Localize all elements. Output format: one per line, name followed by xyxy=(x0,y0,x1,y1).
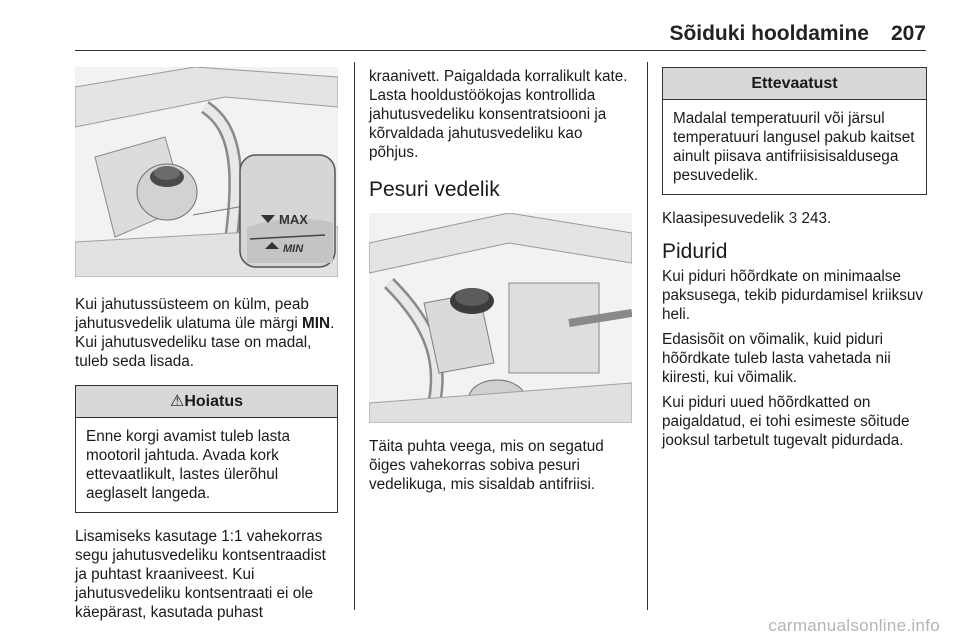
warning-box-title: ⚠Hoiatus xyxy=(76,386,337,418)
coolant-level-paragraph: Kui jahutussüsteem on külm, peab jahutusvedelik ulatuma üle märgi MIN. Kui jahutusvedeliku tase on madal, tuleb seda lisada. xyxy=(75,296,335,370)
max-mark-label: MAX xyxy=(279,212,308,227)
caution-box-text: Madalal temperatuuril või järsul temperatuuri langusel pakub kaitset ainult piisava antifriisisisaldusega pesuvedelik. xyxy=(673,110,915,184)
page-reference-arrow-icon: 3 xyxy=(788,210,798,227)
continued-paragraph: kraanivett. Paigaldada korralikult kate. Lasta hooldustöökojas kontrollida jahutusvedeliku konsentratsiooni ja kõrvaldada jahutusvedeliku kao põhjus. xyxy=(369,68,628,161)
reference-page: 243. xyxy=(801,210,832,227)
washer-fluid-paragraph: Täita puhta veega, mis on segatud õiges vahekorras sobiva pesuri vedelikuga, mis sisaldab antifriisi. xyxy=(369,438,604,493)
header-rule xyxy=(75,50,926,51)
caution-box xyxy=(662,67,927,195)
caution-box-title: Ettevaatust xyxy=(663,68,926,100)
watermark: carmanualsonline.info xyxy=(768,616,940,635)
coolant-reservoir-illustration xyxy=(75,67,338,277)
mixing-paragraph: Lisamiseks kasutage 1:1 vahekorras segu jahutusvedeliku kontsentraadist ja puhtast kraaniveest. Kui jahutusvedeliku kontsentraati ei ole käepärast, kasutada puhast xyxy=(75,528,326,621)
page-title: Sõiduki hooldamine xyxy=(669,22,869,45)
column-1 xyxy=(75,67,338,628)
section-heading-washer-fluid: Pesuri vedelik xyxy=(369,178,500,201)
column-divider-1 xyxy=(354,62,355,610)
column-divider-2 xyxy=(647,62,648,610)
brakes-paragraph-2: Edasisõit on võimalik, kuid piduri hõõrdkate tuleb lasta vahetada nii kiiresti, kui võimalik. xyxy=(662,331,891,386)
warning-box-text: Enne korgi avamist tuleb lasta mootoril jahtuda. Avada kork ettevaatlikult, lastes ülerõhul aeglaselt langeda. xyxy=(86,428,291,502)
warning-triangle-icon: ⚠ xyxy=(169,393,185,410)
cross-reference: Klaasipesuvedelik 3 243. xyxy=(662,210,832,227)
page-number: 207 xyxy=(890,22,926,45)
washer-reservoir-illustration xyxy=(369,213,632,423)
brakes-paragraph-3: Kui piduri uued hõõrdkatted on paigaldatud, ei tohi esimeste sõitude jooksul tarbetult tugevalt pidurdada. xyxy=(662,394,910,449)
column-2 xyxy=(369,67,632,500)
warning-box xyxy=(75,385,338,513)
page-header xyxy=(669,22,926,46)
section-heading-brakes: Pidurid xyxy=(662,240,728,263)
column-3 xyxy=(662,67,927,456)
min-mark-text: MIN xyxy=(302,315,331,332)
brakes-paragraph-1: Kui piduri hõõrdkate on minimaalse paksusega, tekib pidurdamisel kriiksuv heli. xyxy=(662,268,924,323)
min-mark-label: MIN xyxy=(283,243,304,255)
